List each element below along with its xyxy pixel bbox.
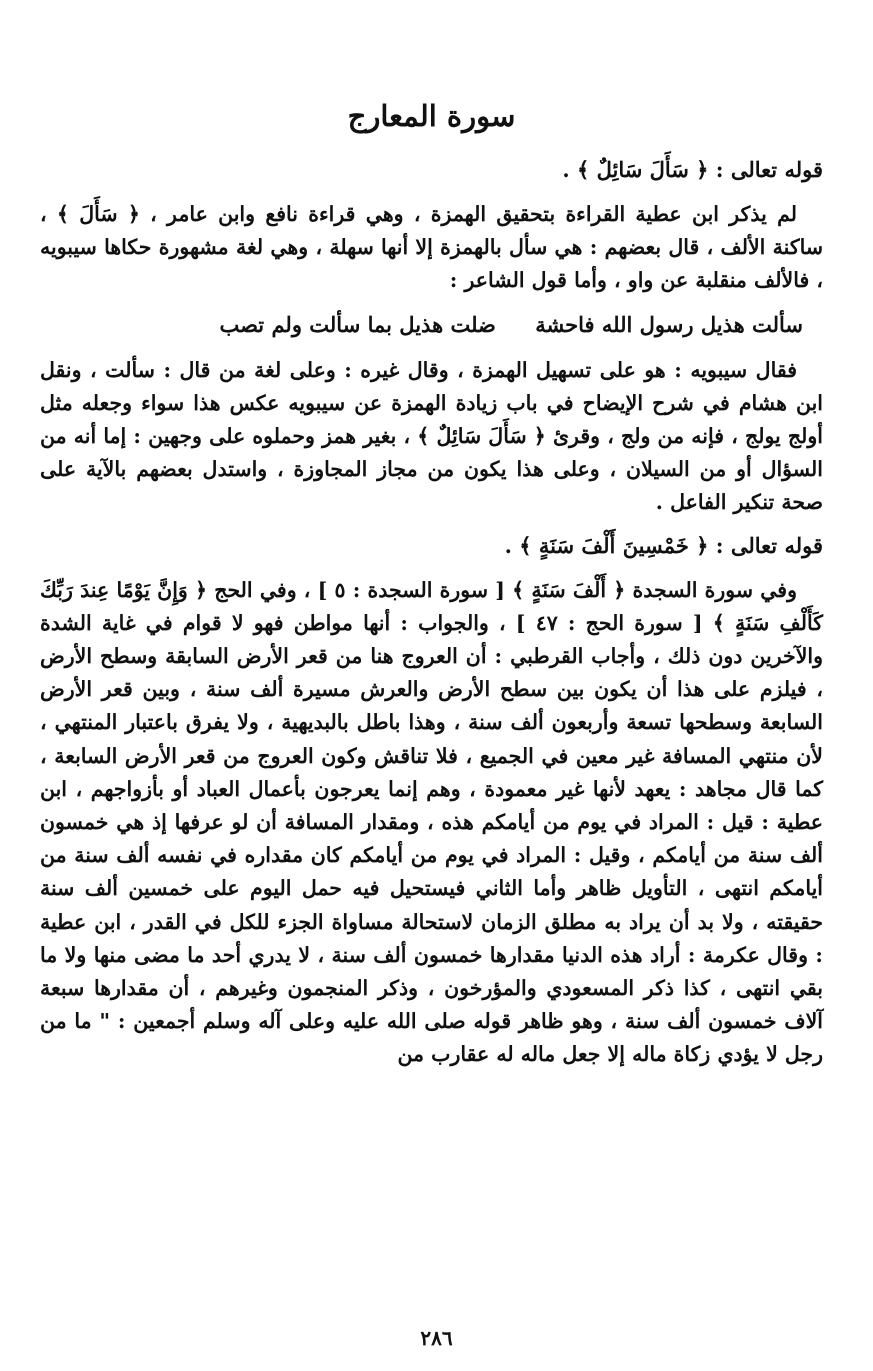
page-title: سورة المعارج — [347, 99, 516, 133]
paragraph-3: وفي سورة السجدة ﴿ أَلْفَ سَنَةٍ ﴾ [ سورة السجدة : ٥ ] ، وفي الحج ﴿ وَإِنَّ يَوْمًا عِندَ رَبِّكَ كَأَلْفِ سَنَةٍ ﴾ [ سورة الحج : ٤٧ ] ، والجواب : أنها مواطن فهو لا قوام في غاية الشدة والآخرين دون ذلك ، وأجاب القرطبي : أن العروج هنا من قعر الأرض السابقة وسطح الأرض ، فيلزم على هذا أن يكون بين سطح الأرض والعرش مسيرة ألف سنة ، وبين قعر الأرض السابعة وسطحها تسعة وأربعون ألف سنة ، وهذا باطل بالبديهية ، ولا يفرق باعتبار المنتهي ، لأن منتهي المسافة غير معين في الجميع ، فلا تناقش وكون العروج من قعر الأرض السابعة ، كما قال مجاهد : يعهد لأنها غير معمودة ، وهم إنما يعرجون بأعمال العباد أو بأزواجهم ، ابن عطية : قيل : المراد في يوم من أيامكم هذه ، ومقدار المسافة أن لو عرفها إذ هي خمسون ألف سنة من أيامكم ، وقيل : المراد في يوم من أيامكم كان مقداره في نفسه ألف سنة من أيامكم انتهى ، التأويل ظاهر وأما الثاني فيستحيل فيه حمل اليوم على خمسين ألف سنة حقيقته ، ولا بد أن يراد به مطلق الزمان لاستحالة مساواة الجزء للكل في القدر ، ابن عطية : وقال عكرمة : أراد هذه الدنيا مقدارها خمسون ألف سنة ، لا يدري أحد ما مضى منها ولا ما بقي انتهى ، كذا ذكر المسعودي والمؤرخون ، وذكر المنجمون وغيرهم ، أن مقدارها سبعة آلاف خمسون ألف سنة ، وهو ظاهر قوله صلى الله عليه وعلى آله وسلم أجمعين : " ما من رجل لا يؤدي زكاة ماله إلا جعل ماله له عقارب من — [40, 577, 823, 1067]
verse-heading-2: قوله تعالى : ﴿ خَمْسِينَ أَلْفَ سَنَةٍ ﴾ . — [504, 532, 823, 558]
poetry-hemistich-first: سألت هذيل رسول الله فاحشة — [535, 311, 803, 337]
verse-heading-1: قوله تعالى : ﴿ سَأَلَ سَائِلٌ ﴾ . — [562, 157, 823, 182]
page-body — [40, 92, 823, 1080]
paragraph-2: فقال سيبويه : هو على تسهيل الهمزة ، وقال غيره : وعلى لغة من قال : سألت ، ونقل ابن هشام في شرح الإيضاح في باب زيادة الهمزة عن سيبويه عكس هذا سواء وجعله مثل أولج يولج ، فإنه من ولج ، وقرئ ﴿ سَأَلَ سَائِلٌ ﴾ ، بغير همز وحملوه على وجهين : إما أنه من السؤال أو من السيلان ، وعلى هذا يكون من مجاز المجاوزة ، واستدل بعضهم بالآية على صحة تنكير الفاعل . — [40, 357, 823, 515]
poetry-hemistich-second: ضلت هذيل بما سألت ولم تصب — [219, 311, 496, 337]
page-number: ٢٨٦ — [420, 1326, 453, 1350]
paragraph-1: لم يذكر ابن عطية القراءة بتحقيق الهمزة ، وهي قراءة نافع وابن عامر ، ﴿ سَأَلَ ﴾ ، ساكنة الألف ، قال بعضهم : هي سأل بالهمزة إلا أنها سهلة ، وهي لغة مشهورة حكاها سيبويه ، فالألف منقلبة عن واو ، وأما قول الشاعر : — [40, 202, 823, 293]
poetry-verse — [40, 306, 823, 344]
